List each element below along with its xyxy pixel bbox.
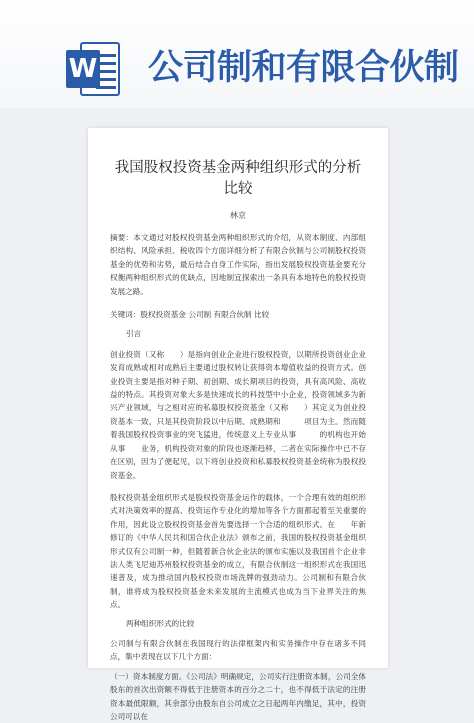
word-logo-letter: W — [66, 50, 100, 88]
document-title: 我国股权投资基金两种组织形式的分析比较 — [114, 160, 362, 197]
paragraph: 创业投资（又称 ）是指向创业企业进行股权投资，以期所投资创业企业发育成熟或相对成熟后主要通过股权转让获得资本增值收益的投资方式。创业投资主要是指对种子期、初创期、成长期项目的投资，具有高风险、高收益的特点。其投资对象大多是快速成长的科技型中小企业，投资领域多为新兴产业领域，与之相对应的私募股权投资基金（又称 ）其定义为创业投资基本一致，只是其投资阶段以中后期、成熟期和 项目为主。然而随着我国股权投资事业的突飞猛进，传统意义上专业从事 的机构也开始从事 业务，机构投资对象的阶段也逐渐趋移，二者在实际操作中已不存在区别，因为了便起见，以下将创业投资和私募股权投资基金统称为股权投资基金。 — [110, 349, 366, 480]
list-item: （一）资本制度方面。《公司法》明确规定，公司实行注册资本制，公司全体股东的首次出资额不得低于注册资本的百分之二十，也不得低于法定的注册资本最低限额，其余部分由股东自公司成立之日起两年内缴足，其中，投资公司可以在 — [110, 671, 366, 721]
banner — [0, 0, 474, 108]
keywords: 关键词：股权投资基金 公司制 有限合伙制 比较 — [110, 310, 270, 320]
abstract: 摘要：本文通过对股权投资基金两种组织形式的介绍，从资本制度、内部组织结构、风险承担、税收四个方面详细分析了有限合伙制与公司制股权投资基金的优势和劣势，最后结合自身工作实际，指出发展股权投资基金要充分权衡两种组织形式的优缺点，因地制宜探索出一条具有本地特色的股权投资发展之路。 — [110, 233, 366, 296]
word-document-icon — [66, 42, 124, 96]
intro-heading: 引言 — [126, 329, 142, 339]
author: 林京 — [230, 211, 246, 220]
document-body — [110, 158, 366, 723]
paragraph: 股权投资基金组织形式是股权投资基金运作的载体，一个合理有效的组织形式对决策效率的提高、投资运作专业化的增加等各个方面都起着至关重要的作用，因此设立股权投资基金首先要选择一个合适的组织形式。在 年新修订的《中华人民共和国合伙企业法》颁布之前，我国的股权投资基金组织形式仅有公司制一种，但随着新合伙企业法的颁布实施以及我国首个企业非法人类飞尼迪苏州股权投资基金的成立，有限合伙制这一组织形式在我国迅速普及，成为推动国内股权投资市场洗牌的强劲动力。公司制和有限合伙制，谁将成为股权投资基金未来发展的主流模式也成为当下业界关注的焦点。 — [110, 492, 366, 610]
document-page — [88, 128, 388, 721]
banner-title: 公司制和有限合伙制 — [148, 48, 459, 88]
section-heading: 两种组织形式的比较 — [126, 618, 195, 628]
section-intro: 公司制与有限合伙制在我国现行的法律框架内和实务操作中存在诸多不同点，集中表现在以下几个方面： — [110, 638, 366, 662]
